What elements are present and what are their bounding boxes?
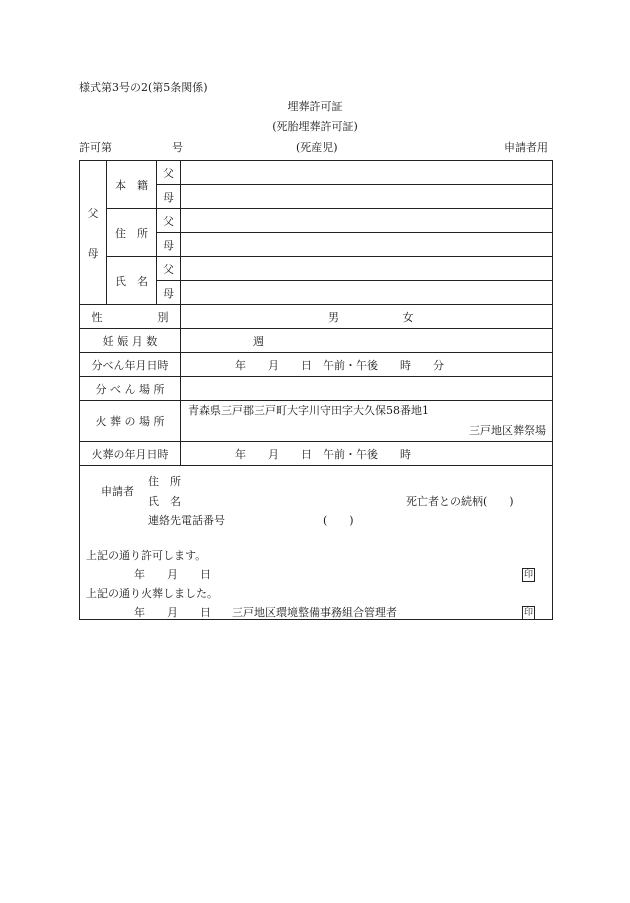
applicant-address-label: 住 所	[148, 475, 181, 488]
delivery-place-field[interactable]	[181, 377, 553, 401]
applicant-name-label: 氏 名	[148, 495, 181, 508]
copy-for-label: 申請者用	[504, 141, 548, 154]
permit-number-suffix: 号	[172, 141, 183, 154]
permit-form-table	[79, 160, 553, 620]
sex-female: 女	[402, 310, 414, 324]
cremated-date: 年 月 日	[134, 606, 211, 619]
cremation-datetime-field[interactable]: 年 月 日 午前・午後 時	[181, 442, 553, 466]
cremation-datetime-label: 火葬の年月日時	[80, 442, 181, 466]
name-father-field[interactable]	[181, 257, 553, 281]
applicant-phone-label: 連絡先電話番号	[148, 514, 225, 527]
name-father-label: 父	[157, 257, 181, 281]
delivery-place-label: 分 べ ん 場 所	[80, 377, 181, 401]
document-subtitle: (死胎埋葬許可証)	[272, 120, 358, 133]
cremation-place-facility: 三戸地区葬祭場	[469, 424, 546, 437]
permit-statement: 上記の通り許可します。	[86, 549, 207, 562]
cremation-place-label: 火 葬 の 場 所	[80, 401, 181, 442]
pregnancy-unit: 週	[253, 334, 264, 348]
address-father-field[interactable]	[181, 209, 553, 233]
document-title: 埋葬許可証	[287, 100, 343, 113]
honseki-father-label: 父	[157, 161, 181, 185]
sex-label: 性 別	[80, 305, 181, 329]
address-father-label: 父	[157, 209, 181, 233]
honseki-label: 本 籍	[107, 161, 157, 209]
address-mother-label: 母	[157, 233, 181, 257]
seal-mark-2: 印	[523, 608, 533, 618]
name-mother-label: 母	[157, 281, 181, 305]
sex-male: 男	[328, 310, 339, 324]
permit-date: 年 月 日	[134, 568, 211, 581]
honseki-father-field[interactable]	[181, 161, 553, 185]
cremated-statement: 上記の通り火葬しました。	[86, 587, 218, 600]
form-number: 様式第3号の2(第5条関係)	[79, 81, 208, 94]
address-label: 住 所	[107, 209, 157, 257]
seal-mark-1: 印	[523, 570, 533, 580]
applicant-relation: 死亡者との続柄( )	[406, 495, 514, 508]
address-mother-field[interactable]	[181, 233, 553, 257]
pregnancy-label: 妊 娠 月 数	[80, 329, 181, 353]
sex-field[interactable]	[181, 305, 553, 329]
delivery-datetime-field[interactable]: 年 月 日 午前・午後 時 分	[181, 353, 553, 377]
cremation-place-address: 青森県三戸郡三戸町大字川守田字大久保58番地1	[188, 404, 429, 417]
name-mother-field[interactable]	[181, 281, 553, 305]
permit-number-prefix: 許可第	[79, 141, 112, 154]
applicant-phone-paren: ( )	[323, 514, 354, 527]
cremation-place-field	[181, 401, 553, 442]
stillborn-label: (死産児)	[296, 141, 338, 154]
manager-title: 三戸地区環境整備事務組合管理者	[232, 606, 397, 619]
honseki-mother-field[interactable]	[181, 185, 553, 209]
honseki-mother-label: 母	[157, 185, 181, 209]
applicant-section	[80, 466, 553, 620]
pregnancy-field[interactable]	[181, 329, 553, 353]
applicant-label: 申請者	[101, 485, 134, 498]
delivery-datetime-label: 分べん年月日時	[80, 353, 181, 377]
name-label: 氏 名	[107, 257, 157, 305]
parents-label: 父 母	[80, 161, 107, 305]
